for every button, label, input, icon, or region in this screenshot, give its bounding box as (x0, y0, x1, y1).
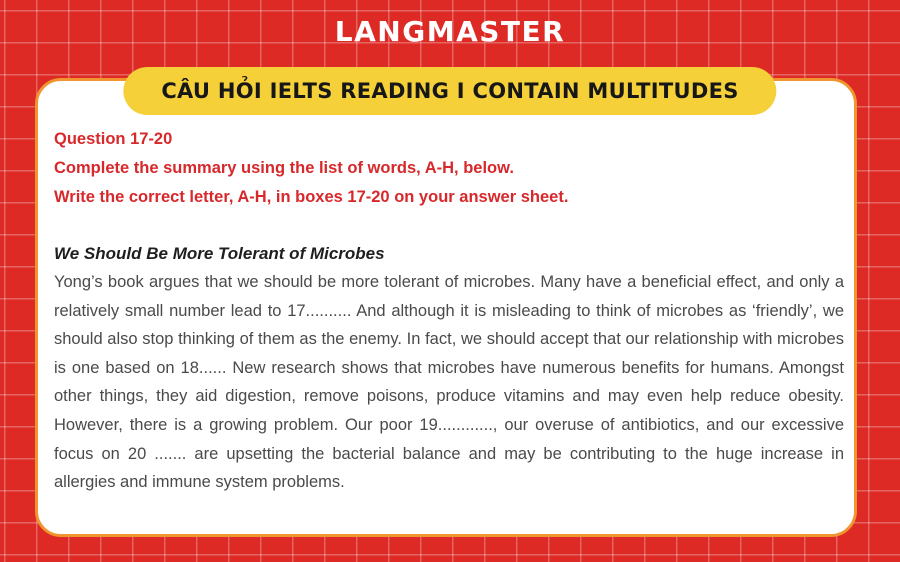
brand-logo: LANGMASTER (334, 15, 566, 48)
summary-paragraph: Yong’s book argues that we should be more tolerant of microbes. Many have a beneficial effect, and only a relatively small number lead to 17.......... And although it is misleading to think of microbes as ‘friendly’, we should also stop thinking of them as the enemy. In fact, we should accept that our relationship with microbes is one based on 18...... New research shows that microbes have numerous benefits for humans. Amongst other things, they aid digestion, remove poisons, produce vitamins and may even help reduce obesity. However, there is a growing problem. Our poor 19............, our overuse of antibiotics, and our excessive focus on 20 ....... are upsetting the bacterial balance and may be contributing to the huge increase in allergies and immune system problems. (54, 273, 844, 492)
question-instructions (54, 125, 844, 212)
title-banner: CÂU HỎI IELTS READING I CONTAIN MULTITUDES (123, 67, 776, 115)
summary-heading: We Should Be More Tolerant of Microbes (54, 244, 385, 263)
question-range-label: Question 17-20 (54, 130, 173, 148)
card-content (54, 125, 844, 497)
instruction-line-2: Write the correct letter, A-H, in boxes 17-20 on your answer sheet. (54, 188, 569, 206)
instruction-line-1: Complete the summary using the list of words, A-H, below. (54, 159, 514, 177)
